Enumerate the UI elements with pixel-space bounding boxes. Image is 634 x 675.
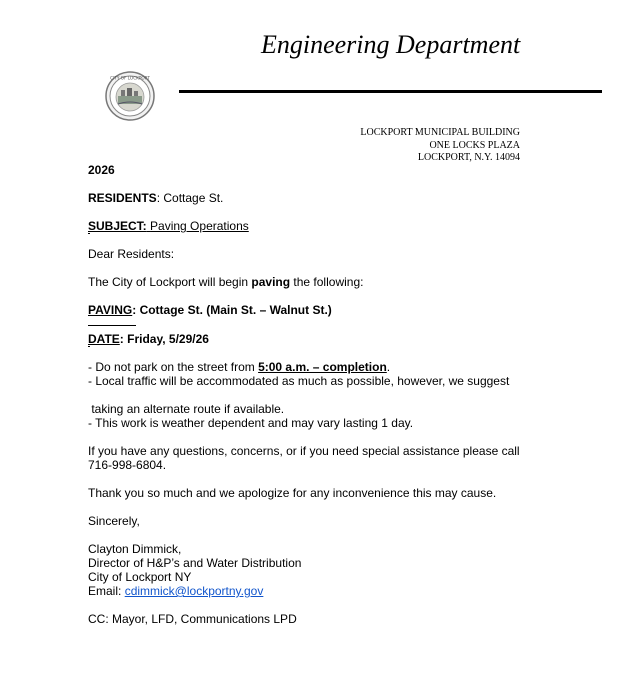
intro-line: The City of Lockport will begin paving the following:: [88, 275, 364, 289]
bullet-no-parking: - Do not park on the street from 5:00 a.m. – completion.: [88, 360, 391, 374]
salutation: Dear Residents:: [88, 247, 175, 261]
date-line: DATE: Friday, 5/29/26: [88, 332, 209, 346]
phone-number: 716-998-6804.: [88, 458, 167, 472]
address-line: LOCKPORT, N.Y. 14094: [417, 152, 520, 163]
signer-org: City of Lockport NY: [88, 570, 192, 584]
signer-name: Clayton Dimmick,: [88, 542, 182, 556]
city-seal-logo: [105, 70, 155, 122]
divider: [88, 325, 136, 326]
email-link[interactable]: cdimmick@lockportny.gov: [124, 584, 264, 598]
address-block: [360, 127, 520, 165]
bullet-weather: - This work is weather dependent and may vary lasting 1 day.: [88, 416, 414, 430]
subject-line: SUBJECT: Paving Operations: [88, 219, 249, 233]
thanks-line: Thank you so much and we apologize for any inconvenience this may cause.: [88, 486, 497, 500]
email-line: Email: cdimmick@lockportny.gov: [88, 584, 264, 598]
address-line: ONE LOCKS PLAZA: [429, 139, 520, 151]
address-line: LOCKPORT MUNICIPAL BUILDING: [360, 127, 520, 138]
signer-title: Director of H&P’s and Water Distribution: [88, 556, 302, 570]
department-title: Engineering Department: [261, 30, 521, 59]
bullet-local-traffic: - Local traffic will be accommodated as much as possible, however, we suggest: [88, 374, 510, 388]
closing: Sincerely,: [88, 514, 140, 528]
header-rule: [179, 90, 602, 93]
svg-text:CITY OF LOCKPORT: CITY OF LOCKPORT: [110, 75, 150, 81]
cc-line: CC: Mayor, LFD, Communications LPD: [88, 612, 297, 626]
letter-body: [88, 163, 528, 626]
residents-line: RESIDENTS: Cottage St.: [88, 191, 224, 205]
bullet-local-traffic-cont: taking an alternate route if available.: [88, 402, 285, 416]
questions-line: If you have any questions, concerns, or if you need special assistance please call: [88, 444, 520, 458]
paving-line: PAVING: Cottage St. (Main St. – Walnut St.): [88, 303, 332, 317]
letter-year: 2026: [88, 163, 115, 177]
